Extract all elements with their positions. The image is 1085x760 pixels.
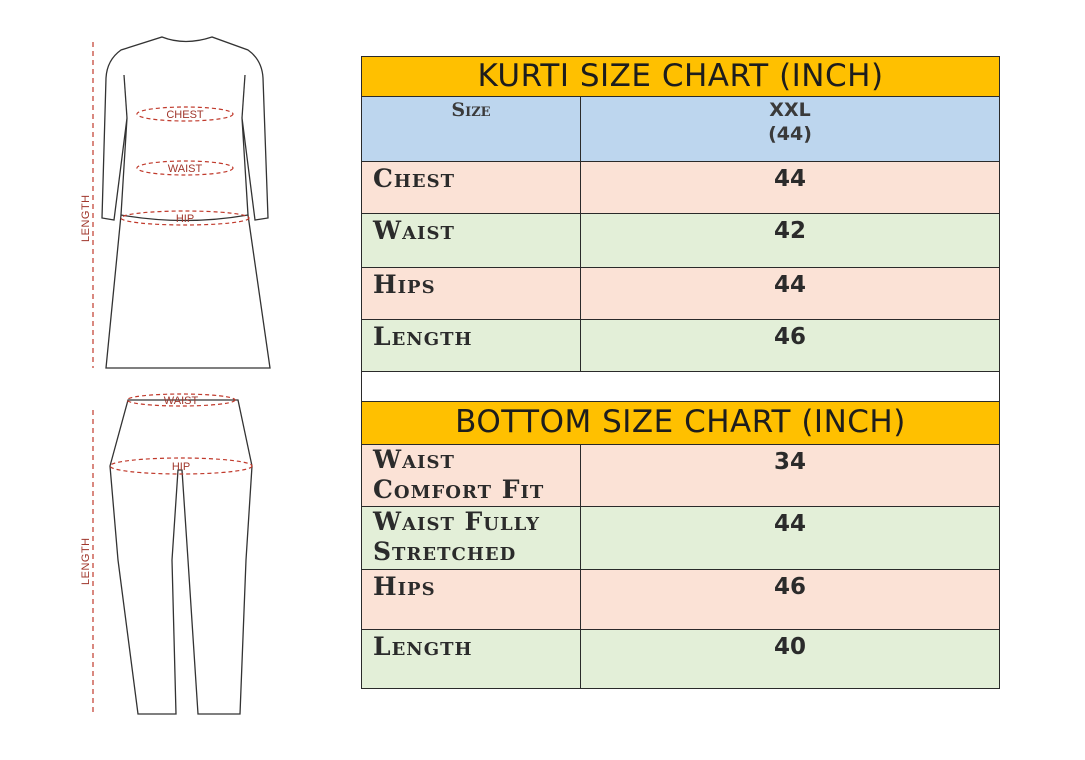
row-label-line2: Comfort Fit [373, 475, 545, 504]
kurti-length-label: LENGTH [80, 194, 92, 242]
row-value: 46 [773, 324, 806, 350]
row-value: 46 [773, 574, 806, 600]
kurti-hip-label: HIP [175, 213, 195, 225]
size-header-cell [362, 97, 581, 161]
row-label: Length [373, 632, 473, 661]
garment-illustration [0, 0, 300, 760]
kurti-row-waist [362, 213, 999, 267]
kurti-header-row [362, 96, 999, 161]
bottom-waist-label: WAIST [163, 395, 199, 407]
row-value: 44 [773, 166, 806, 192]
table-spacer [361, 371, 1000, 402]
row-label: Hips [373, 572, 436, 601]
bottom-hip-label: HIP [171, 461, 191, 473]
bottom-length-indicator [80, 410, 93, 712]
row-value: 40 [773, 634, 806, 660]
bottom-title-row [362, 402, 999, 444]
row-value: 42 [773, 218, 806, 244]
kurti-row-hips [362, 267, 999, 319]
size-name: XXL [769, 99, 811, 121]
row-label-line2: Stretched [373, 537, 517, 566]
kurti-row-length [362, 319, 999, 371]
bottom-length-label: LENGTH [80, 537, 92, 585]
size-value-header-cell [581, 97, 999, 161]
kurti-title-row [362, 57, 999, 96]
row-label: Length [373, 322, 473, 351]
bottom-row-hips [362, 569, 999, 629]
size-header-label: Size [451, 99, 491, 121]
kurti-outline [102, 37, 270, 368]
row-value: 34 [773, 449, 806, 475]
kurti-chest-label: CHEST [166, 109, 204, 121]
kurti-row-chest [362, 161, 999, 213]
kurti-waist-label: WAIST [167, 163, 203, 175]
bottom-row-waist-comfort [362, 444, 999, 506]
kurti-length-indicator [80, 42, 93, 368]
size-code: (44) [768, 123, 812, 145]
kurti-size-table [361, 56, 1000, 372]
row-label: Waist [373, 216, 455, 245]
row-label-line1: Waist [373, 445, 455, 474]
bottom-chart-title: BOTTOM SIZE CHART (INCH) [455, 404, 906, 440]
row-value: 44 [773, 272, 806, 298]
bottom-row-waist-stretched [362, 506, 999, 569]
row-label-line1: Waist Fully [373, 507, 541, 536]
bottom-row-length [362, 629, 999, 688]
kurti-chart-title: KURTI SIZE CHART (INCH) [477, 58, 884, 94]
row-label: Chest [373, 164, 456, 193]
row-value: 44 [773, 511, 806, 537]
row-label: Hips [373, 270, 436, 299]
bottom-outline [110, 400, 252, 714]
bottom-size-table [361, 401, 1000, 689]
